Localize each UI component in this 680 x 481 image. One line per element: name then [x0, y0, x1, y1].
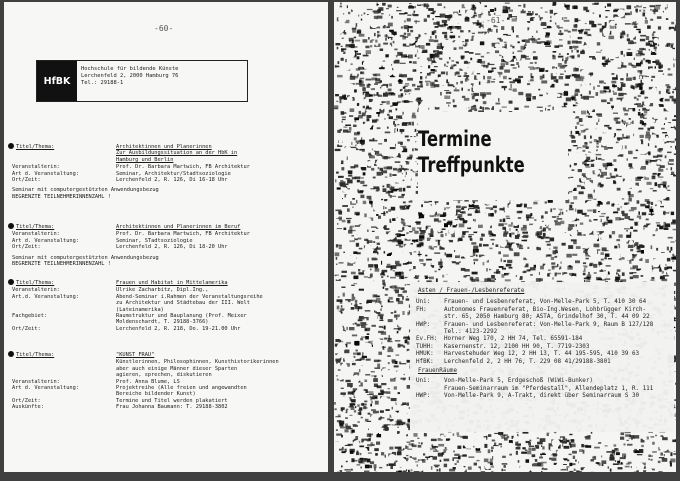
entry-bullet-icon	[8, 351, 14, 357]
entry-bullet-icon	[8, 279, 14, 285]
institution-label: HWP:	[416, 393, 431, 400]
entry-field-label: Veranstalterin:	[12, 164, 60, 171]
letterhead-line: Lerchenfeld 2, 2000 Hamburg 76	[81, 73, 179, 79]
institution-address: Von-Melle-Park 9, A-Trakt, direkt über Seminarraum S 30	[444, 393, 640, 400]
institution-address: Frauen- und Lesbenreferat, Von-Melle-Park 5, T. 410 30 64	[444, 299, 647, 306]
entry-field-value: Abend-Seminar i.Rahmen der Veranstaltungsreihe	[116, 293, 263, 300]
institution-address: Frauen- und Lesbenreferat: Von-Melle-Park 9, Raum B 127/128	[444, 321, 654, 328]
entry-title-label: Titel/Thema:	[16, 280, 55, 286]
entry-field-label: Art d. Veranstaltung:	[12, 385, 79, 391]
entry-title-label: Titel/Thema:	[16, 144, 55, 150]
page-number: -60-	[154, 24, 174, 33]
entry-field-label: Ort/Zeit:	[12, 244, 41, 251]
entry-title-label: Titel/Thema:	[16, 352, 55, 358]
address-list-panel	[410, 282, 674, 432]
hfbk-letterhead	[36, 60, 248, 102]
institution-address: Von-Melle-Park 5, Erdgeschoß (WiWi-Bunker)	[444, 378, 593, 385]
entry-field-label: Art d. Veranstaltung:	[12, 237, 79, 244]
entry-field-value: Frau Johanna Baumann: T. 29188-3802	[116, 404, 228, 411]
entry-title-label: Titel/Thema:	[16, 224, 55, 230]
entry-bullet-icon	[8, 223, 14, 229]
institution-address: Frauen-Seminarraum im "Pferdestall", Allendeplatz 1, R. 111	[444, 385, 654, 392]
entry-bullet-icon	[8, 143, 14, 149]
institution-label: HMUK:	[416, 351, 434, 358]
entry-field-value: Lerchenfeld 2, R. 126, Di 16-18 Uhr	[116, 177, 228, 183]
entry-field-value: Lerchenfeld 2, R. 126, Di 18-20 Uhr	[116, 244, 228, 251]
entry-note: BEGRENZTE TEILNEHMERINNENZAHL !	[12, 261, 111, 267]
entry-title: Architektinnen und Planerinnen	[116, 144, 212, 150]
entry-field-label: Art d. Veranstaltung:	[12, 170, 79, 177]
institution-label: FH:	[416, 306, 427, 313]
entry-title: "KUNST FRAU"	[116, 352, 155, 358]
entry-field-value: Raumstruktur und Bauplanung (Prof. Meixer	[116, 313, 247, 319]
institution-label: Ev.FH:	[416, 336, 438, 343]
entry-title: Hamburg und Berlin	[116, 156, 174, 163]
entry-field-value: (Lateinamerika)	[116, 306, 164, 313]
page-number: -61-	[486, 16, 506, 25]
institution-label: HfBK:	[416, 358, 434, 365]
title-panel	[418, 112, 568, 200]
institution-address: Harvestehuder Weg 12, 2 HH 13, T. 44 195-595, 410 39 63	[444, 351, 640, 358]
entry-field-label: Ort/Zeit:	[12, 397, 41, 404]
entry-field-value: Moldenschardt, T. 29188-3766)	[116, 319, 209, 326]
institution-label: HWP:	[416, 321, 431, 328]
entry-title: Zur Ausbildungssituation an der HbK in	[116, 150, 238, 157]
letterhead-line: Hochschule für bildende Künste	[81, 66, 179, 72]
letterhead-address	[81, 66, 178, 87]
letterhead-line: Tel.: 29188-1	[81, 80, 124, 86]
entry-field-label: Veranstalterin:	[12, 287, 60, 294]
entry-field-value: Prof. Dr. Barbara Martwich, FB Architektur	[116, 164, 250, 171]
entry-field-value: zu Architektur und Städtebau der III. Welt	[116, 300, 250, 307]
entry-field-value: Lerchenfeld 2, R. 218, Do. 19-21.00 Uhr	[116, 325, 241, 332]
entry-field-value: Prof. Dr. Barbara Martwich, FB Architektur	[116, 231, 250, 238]
institution-address: Lerchenfeld 2, 2 HH 76, T. 229 08 41/29188-3801	[444, 358, 611, 365]
institution-label: Uni:	[416, 378, 431, 385]
institution-address: Autonomes Frauenreferat, Bio-Ing.Wesen, Lohbrügger Kirch-	[444, 306, 647, 313]
entry-field-label: Veranstalterin:	[12, 231, 60, 238]
page-title	[418, 126, 574, 178]
entry-field-label: Fachgebiet:	[12, 313, 48, 319]
entry-field-label: Art.d. Veranstaltung:	[12, 293, 79, 300]
entry-field-label: Veranstalterin:	[12, 378, 60, 385]
entry-field-value: Ulrike Zacharbitz, Dipl.Ing.,	[116, 287, 209, 294]
entry-field-value: Bereiche bildender Kunst)	[116, 391, 196, 398]
title-line: Treffpunkte	[418, 153, 525, 177]
entry-field-value: Künstlerinnen, Philosophinnen, Kunsthistorikerinnen	[116, 359, 279, 366]
institution-address: str. 65, 2050 Hamburg 80; ASTA, Grindelhof 30, T. 44 09 22	[444, 314, 650, 321]
entry-field-value: Termine und Titel werden plakatiert	[116, 397, 228, 404]
section-heading: Asten / Frauen-/Lesbenreferate	[418, 288, 525, 294]
entry-field-label: Auskünfte:	[12, 404, 44, 411]
hfbk-logo: HfBK	[37, 61, 77, 101]
institution-label: Uni:	[416, 299, 431, 306]
entry-field-value: Projektreihe (Alle freien und angewandten	[116, 385, 247, 391]
entry-note: BEGRENZTE TEILNEHMERINNENZAHL !	[12, 193, 111, 200]
entry-note: Seminar mit computergestützten Anwendungsbezug	[12, 187, 159, 194]
entry-field-label: Ort/Zeit:	[12, 177, 41, 183]
entry-title: Architektinnen und Planerinnen im Beruf	[116, 224, 241, 230]
entry-field-value: Seminar, STadtsoziologie	[116, 237, 193, 244]
institution-address: Tel.: 4123-2292	[444, 329, 498, 335]
institution-label: TUHH:	[416, 343, 434, 350]
entry-field-value: Seminar, Architektur/Stadtsoziologie	[116, 170, 231, 177]
entry-field-value: aber auch einige Männer dieser Sparten	[116, 365, 238, 372]
right-page	[334, 2, 676, 472]
left-page	[4, 2, 328, 472]
entry-field-value: agieren, sprechen, diskutieren	[116, 372, 212, 379]
entry-note: Seminar mit computergestützten Anwendungsbezug	[12, 254, 159, 261]
entry-field-label: Ort/Zeit:	[12, 325, 41, 332]
institution-address: Kasernenstr. 12, 2100 HH 90, T. 7719-2303	[444, 343, 590, 350]
section-heading: FrauenRäume	[418, 368, 458, 374]
entry-field-value: Prof. Anna Blume, LS	[116, 378, 180, 385]
institution-address: Horner Weg 170, 2 HH 74, Tel. 65591-184	[444, 336, 583, 343]
title-line: Termine	[418, 127, 492, 151]
entry-title: Frauen und Habitat in Mittelamerika	[116, 280, 228, 286]
